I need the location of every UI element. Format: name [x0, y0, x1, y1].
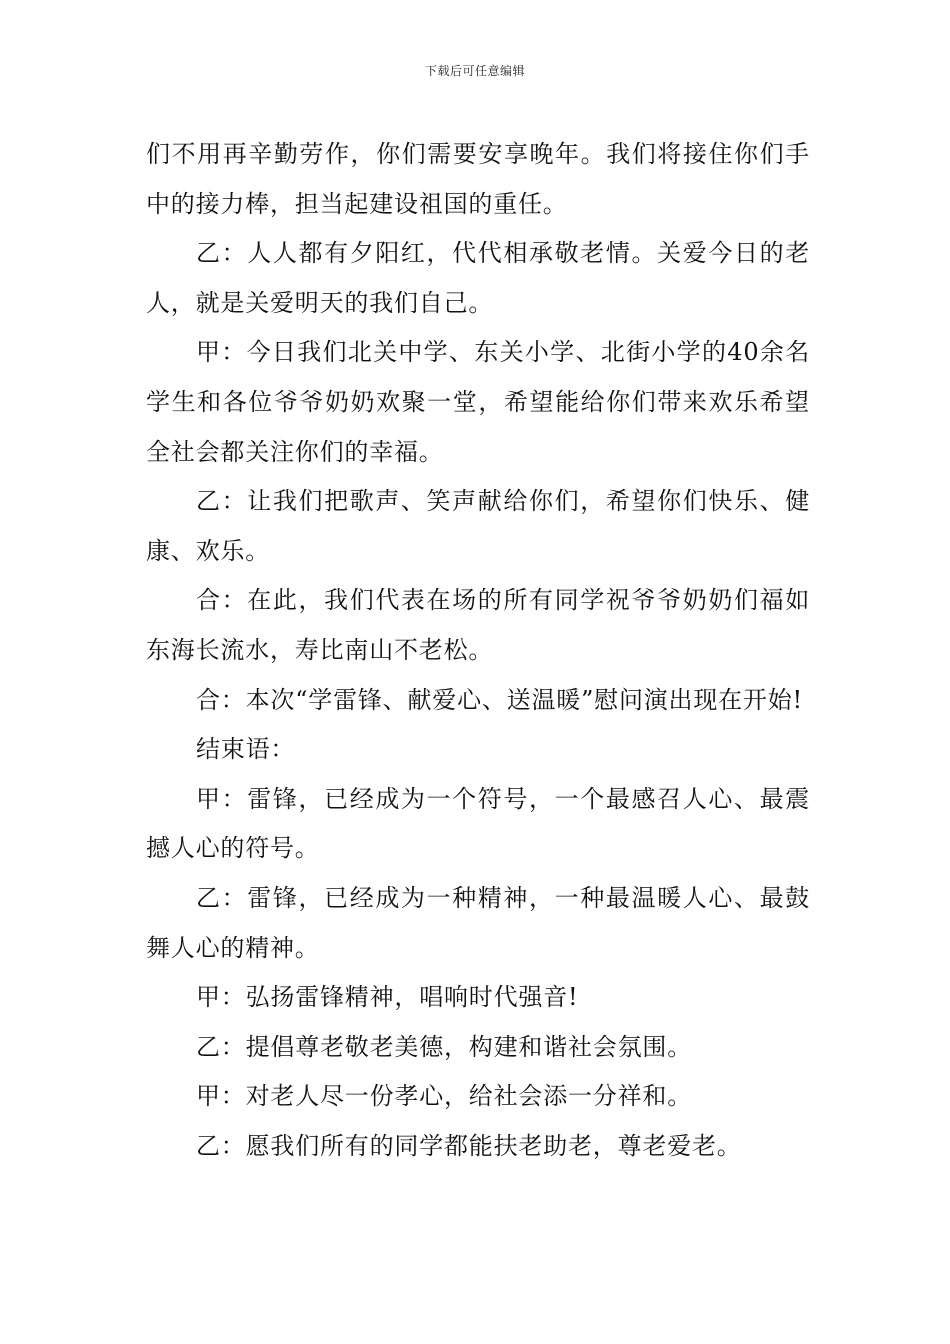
- paragraph-continuation: 们不用再辛勤劳作，你们需要安享晚年。我们将接住你们手中的接力棒，担当起建设祖国的重任。: [146, 140, 810, 218]
- paragraph-dialogue: 乙：雷锋，已经成为一种精神，一种最温暖人心、最鼓舞人心的精神。: [146, 883, 810, 962]
- paragraph-dialogue: 乙：人人都有夕阳红，代代相承敬老情。关爱今日的老人，就是关爱明天的我们自己。: [146, 239, 810, 317]
- paragraph-dialogue: 合：在此，我们代表在场的所有同学祝爷爷奶奶们福如东海长流水，寿比南山不老松。: [146, 586, 810, 664]
- paragraph-dialogue: 甲：今日我们北关中学、东关小学、北街小学的40余名学生和各位爷爷奶奶欢聚一堂，希望能给你们带来欢乐希望全社会都关注你们的幸福。: [146, 338, 810, 466]
- paragraph-dialogue: 合：本次“学雷锋、献爱心、送温暖”慰问演出现在开始!: [196, 685, 803, 714]
- paragraph-dialogue: 乙：愿我们所有的同学都能扶老助老，尊老爱老。: [196, 1131, 742, 1160]
- paragraph-dialogue: 乙：提倡尊老敬老美德，构建和谐社会氛围。: [196, 1032, 692, 1061]
- paragraph-dialogue: 甲：弘扬雷锋精神，唱响时代强音!: [196, 983, 579, 1012]
- document-body: [146, 130, 810, 1171]
- paragraph-dialogue: 甲：对老人尽一份孝心，给社会添一分祥和。: [196, 1082, 692, 1111]
- paragraph-dialogue: 甲：雷锋，已经成为一个符号，一个最感召人心、最震撼人心的符号。: [146, 784, 810, 863]
- section-heading: 结束语：: [196, 735, 296, 764]
- page-header: 下载后可任意编辑: [424, 64, 525, 78]
- paragraph-dialogue: 乙：让我们把歌声、笑声献给你们，希望你们快乐、健康、欢乐。: [146, 487, 810, 565]
